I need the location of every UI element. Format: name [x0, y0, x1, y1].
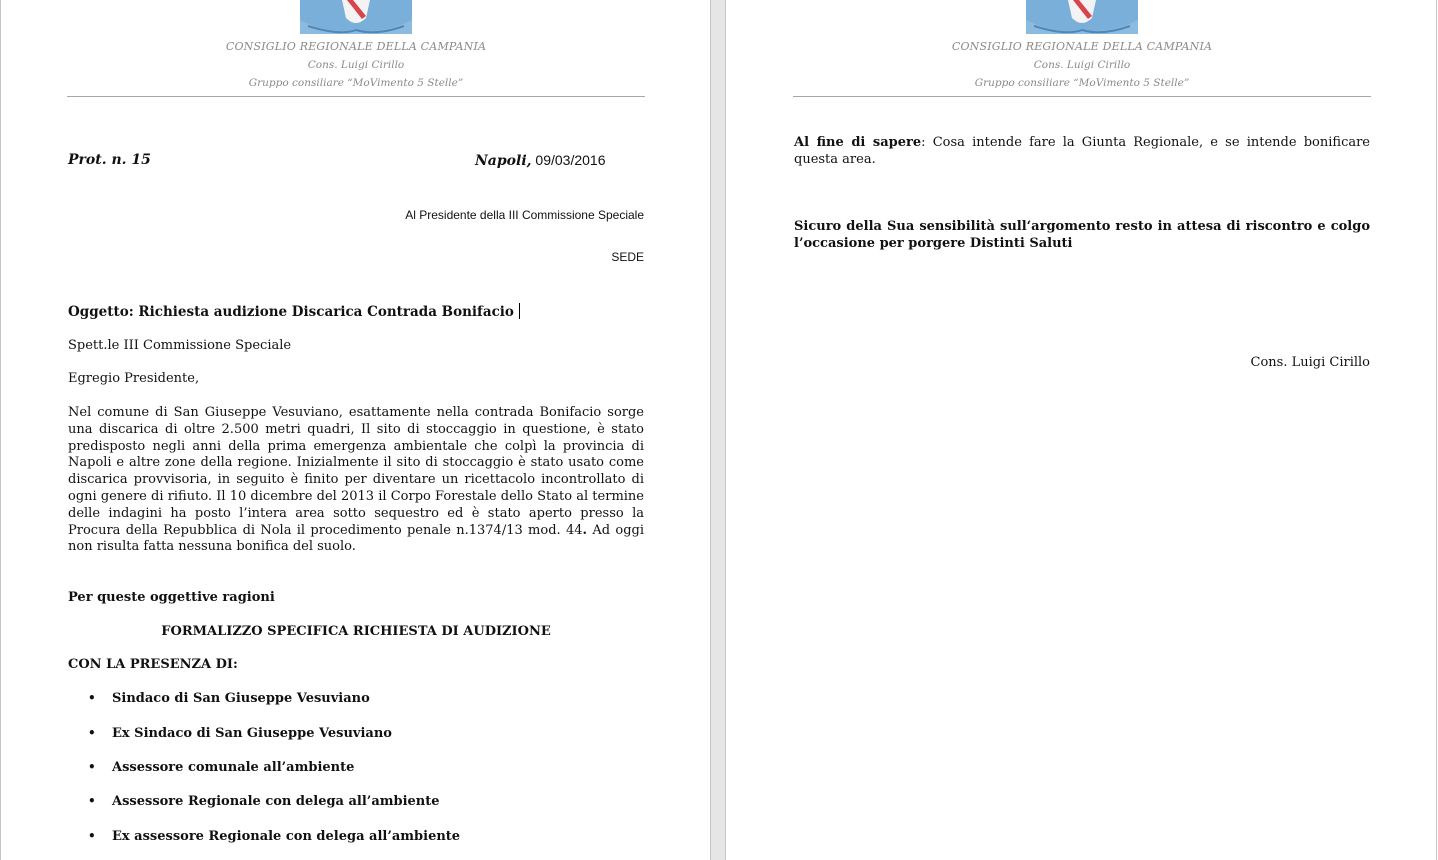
list-item [68, 829, 460, 844]
body-tail: Ad oggi non risulta fatta nessuna bonifica del suolo. [68, 522, 644, 555]
header-group: Gruppo consiliare “MoVimento 5 Stelle” [974, 77, 1190, 89]
header-institution: CONSIGLIO REGIONALE DELLA CAMPANIA [225, 40, 487, 53]
header-councillor: Cons. Luigi Cirillo [1033, 59, 1131, 71]
request-heading: FORMALIZZO SPECIFICA RICHIESTA DI AUDIZIONE [161, 624, 551, 639]
date-value: 09/03/2016 [531, 152, 606, 168]
list-item-label: Assessore comunale all’ambiente [112, 760, 355, 775]
body-lead: Nel comune di San Giuseppe Vesuviano, esattamente nella contrada Bonifacio sorge una discarica di oltre 2.500 metri quadri, [68, 405, 644, 437]
list-item-label: Ex assessore Regionale con delega all’ambiente [112, 829, 461, 844]
page-gap [710, 0, 726, 860]
subject-text: Oggetto: Richiesta audizione Discarica Contrada Bonifacio [68, 304, 514, 320]
bullet-icon: • [88, 691, 96, 705]
place-label: Napoli, [475, 153, 532, 169]
region-crest-icon [300, 0, 412, 34]
subject-line [68, 303, 520, 320]
bullet-icon: • [88, 726, 96, 740]
header-group: Gruppo consiliare “MoVimento 5 Stelle” [248, 77, 464, 89]
list-item [68, 726, 392, 741]
header-councillor: Cons. Luigi Cirillo [307, 59, 405, 71]
header-rule [67, 96, 645, 97]
region-crest-icon [1026, 0, 1138, 34]
closing-paragraph: Sicuro della Sua sensibilità sull‘argomento resto in attesa di riscontro e colgo l’occasione per porgere Distinti Saluti [794, 219, 1370, 251]
document-page-2[interactable] [727, 0, 1436, 860]
place-date [475, 152, 605, 169]
body-main: Il sito di stoccaggio in questione, è stato predisposto negli anni della prima emergenza ambientale che colpì la provincia di Napoli e altre zone della regione. Inizialmente il sito di stoccaggio è stato usato come discarica provvisoria, in seguito è finito per diventare un ricettacolo incontrollato di ogni genere di rifiuto. Il 10 dicembre del 2013 il Corpo Forestale dello Stato al termine delle indagini ha posto l’intera area sotto sequestro ed è stato aperto presso la Procura della Repubblica di Nola il procedimento penale n.1374/13 mod. 44 [68, 421, 644, 538]
list-item [68, 760, 354, 775]
purpose-text: : Cosa intende fare la Giunta Regionale, e se intende bonificare questa area. [794, 135, 1371, 167]
salutation-president: Egregio Presidente, [68, 371, 200, 386]
list-item-label: Assessore Regionale con delega all’ambiente [112, 794, 440, 809]
document-page-1[interactable] [1, 0, 710, 860]
addressee-sede: SEDE [611, 250, 644, 264]
presence-heading: CON LA PRESENZA DI: [68, 657, 238, 672]
text-cursor [519, 303, 520, 319]
salutation-commission: Spett.le III Commissione Speciale [68, 338, 292, 353]
signature: Cons. Luigi Cirillo [1250, 355, 1370, 370]
bullet-icon: • [88, 794, 96, 808]
reasons-line: Per queste oggettive ragioni [68, 590, 275, 605]
body-dot: . [582, 522, 588, 538]
addressee: Al Presidente della III Commissione Speciale [405, 208, 644, 222]
bullet-icon: • [88, 760, 96, 774]
purpose-paragraph [794, 135, 1370, 169]
header-institution: CONSIGLIO REGIONALE DELLA CAMPANIA [951, 40, 1213, 53]
protocol-number: Prot. n. 15 [68, 152, 151, 168]
purpose-label: Al fine di sapere [794, 135, 922, 150]
list-item [68, 794, 440, 809]
list-item-label: Sindaco di San Giuseppe Vesuviano [112, 691, 370, 706]
list-item-label: Ex Sindaco di San Giuseppe Vesuviano [112, 726, 392, 741]
document-right-edge [1436, 0, 1437, 860]
header-rule [793, 96, 1371, 97]
bullet-icon: • [88, 829, 96, 843]
body-paragraph [68, 405, 644, 556]
list-item [68, 691, 370, 706]
